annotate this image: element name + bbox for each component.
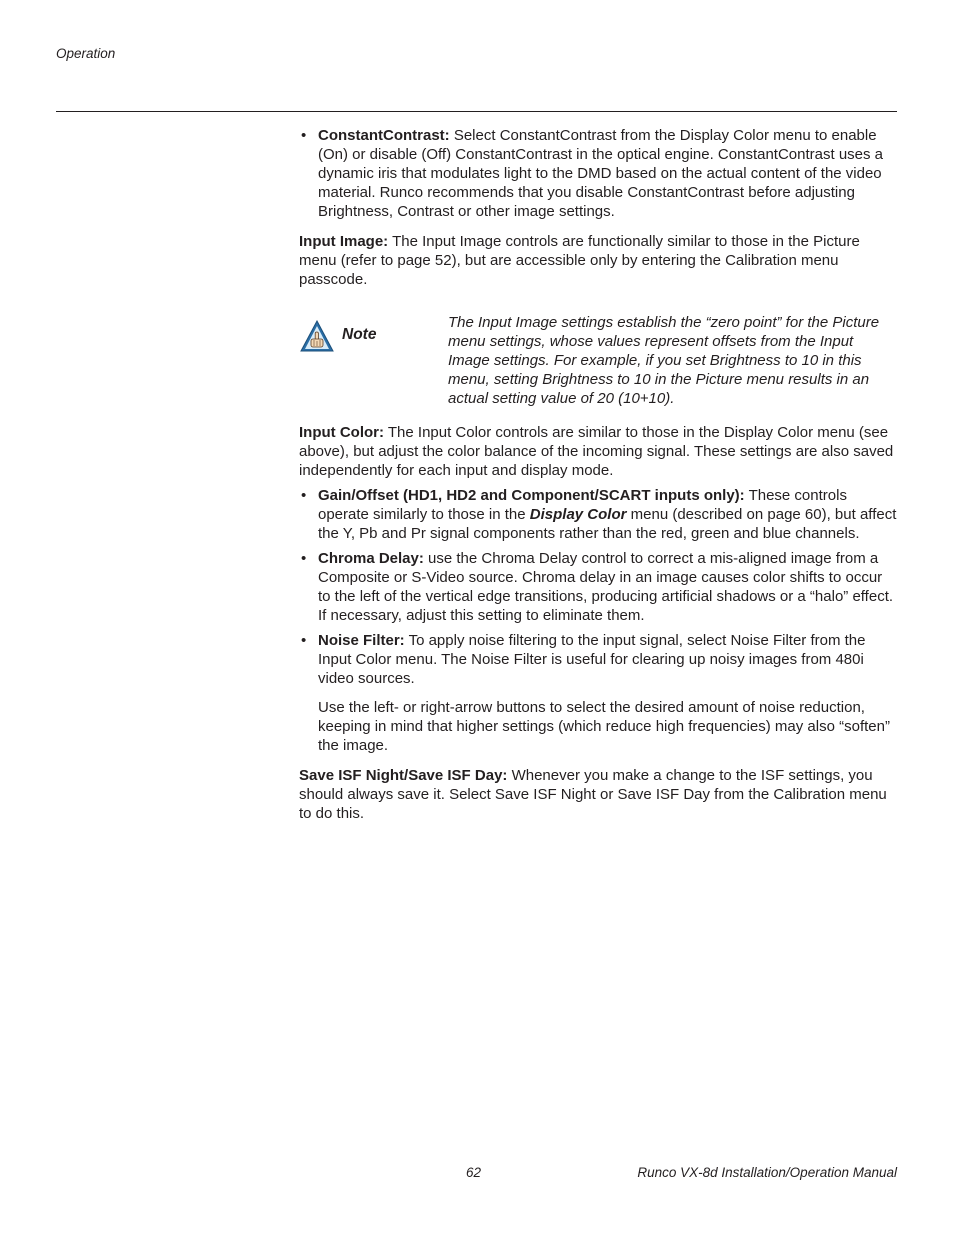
desc-gain-offset-b: menu (described on page 60), but affect the Y, Pb and Pr signal components rather than the red, green and blue channels. xyxy=(318,506,897,542)
emph-display-color: Display Color xyxy=(529,506,627,523)
page-body xyxy=(299,126,897,823)
paragraph-input-image xyxy=(299,232,897,289)
paragraph-save-isf xyxy=(299,766,897,823)
page-number: 62 xyxy=(466,1165,482,1180)
desc-noise-filter: To apply noise filtering to the input signal, select Noise Filter from the Input Color menu. The Noise Filter is useful for clearing up noisy images from 480i video sources. xyxy=(318,632,866,687)
header-divider xyxy=(56,111,897,112)
bullet-constant-contrast xyxy=(299,126,897,221)
running-header-section: Operation xyxy=(56,46,116,61)
desc-input-image: The Input Image controls are functionally similar to those in the Picture menu (refer to page 52), but are accessible only by entering the Calibration menu passcode. xyxy=(299,233,860,288)
term-noise-filter: Noise Filter: xyxy=(318,632,405,649)
term-chroma-delay: Chroma Delay: xyxy=(318,550,424,567)
desc-constant-contrast: Select ConstantContrast from the Display Color menu to enable (On) or disable (Off) ConstantContrast in the optical engine. ConstantContrast uses a dynamic iris that modulates light to the DMD based on the actual content of the video material. Runco recommends that you disable ConstantContrast before adjusting Brightness, Contrast or other image settings. xyxy=(318,127,884,220)
term-gain-offset: Gain/Offset (HD1, HD2 and Component/SCART inputs only): xyxy=(318,487,745,504)
paragraph-noise-filter-followup: Use the left- or right-arrow buttons to select the desired amount of noise reduction, keeping in mind that higher settings (which reduce high frequencies) may also “soften” the image. xyxy=(318,699,890,754)
term-constant-contrast: ConstantContrast: xyxy=(318,127,450,144)
bullet-chroma-delay xyxy=(299,549,897,625)
desc-save-isf: Whenever you make a change to the ISF settings, you should always save it. Select Save ISF Night or Save ISF Day from the Calibration menu to do this. xyxy=(299,767,887,822)
manual-title: Runco VX-8d Installation/Operation Manual xyxy=(637,1165,897,1180)
note-text: The Input Image settings establish the “zero point” for the Picture menu settings, whose values represent offsets from the Input Image settings. For example, if you set Brightness to 10 in this menu, setting Brightness to 10 in the Picture menu results in an actual setting value of 20 (10+10). xyxy=(448,314,880,407)
bullet-noise-filter xyxy=(299,631,897,688)
desc-chroma-delay: use the Chroma Delay control to correct a mis-aligned image from a Composite or S-Video source. Chroma delay in an image causes color shifts to occur to the left of the vertical edge transitions, producing artificial shadows or a “halo” effect. If necessary, adjust this setting to eliminate them. xyxy=(318,550,894,624)
note-label: Note xyxy=(342,326,377,343)
bullet-gain-offset xyxy=(299,486,897,543)
note-callout xyxy=(299,313,897,423)
term-input-image: Input Image: xyxy=(299,233,389,250)
desc-gain-offset-a: These controls operate similarly to those in the xyxy=(318,487,847,523)
paragraph-input-color xyxy=(299,423,897,480)
term-input-color: Input Color: xyxy=(299,424,384,441)
term-save-isf: Save ISF Night/Save ISF Day: xyxy=(299,767,508,784)
desc-input-color: The Input Color controls are similar to those in the Display Color menu (see above), but adjust the color balance of the incoming signal. These settings are also saved independently for each input and display mode. xyxy=(299,424,894,479)
pointing-hand-warning-icon xyxy=(300,320,334,352)
